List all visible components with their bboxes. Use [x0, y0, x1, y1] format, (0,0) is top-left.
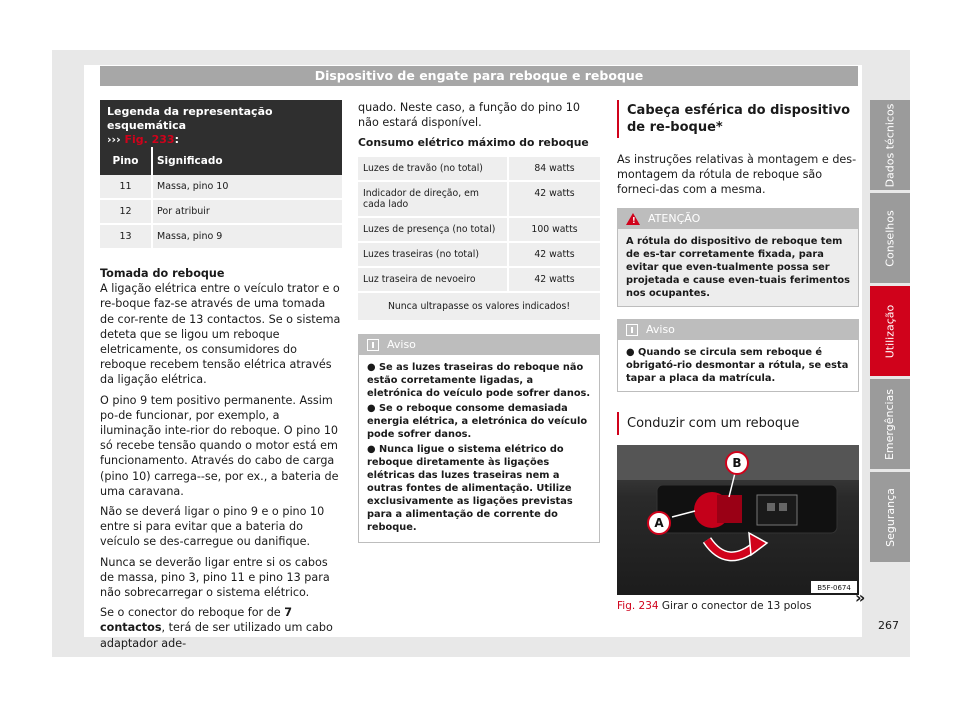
pin-cell: 13 — [100, 224, 152, 249]
figure-connector — [617, 445, 859, 595]
next-page-arrow[interactable]: » — [855, 588, 866, 607]
value-cell: 42 watts — [508, 181, 600, 217]
legend-ref-line — [107, 133, 335, 147]
column-left — [100, 100, 342, 656]
bullet-text: Se as luzes traseiras do reboque não estão corretamente ligadas, a eletrónica do veículo pode sofrer danos. — [367, 361, 591, 399]
pin-cell: 11 — [100, 175, 152, 199]
item-cell: Luzes traseiras (no total) — [358, 242, 508, 267]
notice-box — [358, 334, 600, 543]
warning-body: A rótula do dispositivo de reboque tem de es-tar corretamente fixada, para evitar que even-tualmente possa ser projetada e cause even-tuais ferimentos nos ocupantes. — [618, 229, 858, 306]
tab-seguranca[interactable] — [870, 472, 910, 562]
socket-frame — [757, 495, 797, 525]
legend-ref-colon: : — [174, 133, 179, 146]
item-cell: Indicador de direção, em cada lado — [358, 181, 508, 217]
bullet-icon: ● — [367, 443, 376, 455]
item-cell: Luzes de travão (no total) — [358, 157, 508, 181]
table-row — [100, 175, 342, 199]
column-middle — [358, 100, 600, 543]
column-right — [617, 100, 859, 612]
legend-col-meaning: Significado — [152, 147, 342, 175]
socket-pin — [779, 503, 787, 511]
bullet-text: Quando se circula sem reboque é obrigató-rio desmontar a rótula, se esta tapar a placa da matrícula. — [626, 346, 849, 384]
table-row — [358, 217, 600, 242]
value-cell: 100 watts — [508, 217, 600, 242]
item-cell: Luz traseira de nevoeiro — [358, 267, 508, 292]
table-row — [100, 199, 342, 224]
info-icon — [367, 339, 379, 351]
notice-header — [618, 320, 858, 340]
legend-col-pin: Pino — [100, 147, 152, 175]
bullet-text: Nunca ligue o sistema elétrico do reboque diretamente às ligações elétricas das luzes traseiras nem a outras fontes de alimentação. Utilize exclusivamente as ligações previstas para a alimentação de corrente do reboque. — [367, 443, 573, 533]
figure-number: Fig. 234 — [617, 599, 659, 612]
paragraph — [100, 605, 342, 651]
figure-code: B5F-0674 — [817, 583, 851, 592]
notice-title: Aviso — [387, 338, 416, 352]
bullet-item — [367, 361, 591, 400]
figure-caption-text: Girar o conector de 13 polos — [661, 599, 812, 612]
right-body — [617, 152, 859, 198]
tab-label: Segurança — [883, 487, 897, 547]
table-row — [358, 157, 600, 181]
legend-header-row — [100, 147, 342, 175]
value-cell: 42 watts — [508, 242, 600, 267]
value-cell: 42 watts — [508, 267, 600, 292]
warning-icon: ! — [626, 213, 640, 225]
bullet-icon: ● — [626, 346, 635, 358]
paragraph: Não se deverá ligar o pino 9 e o pino 10 entre si para evitar que a bateria do veículo se des-carregue ou danifique. — [100, 505, 325, 549]
figure-caption — [617, 600, 859, 612]
consumption-table — [358, 157, 600, 322]
notice-title: Aviso — [646, 323, 675, 337]
page-header: Dispositivo de engate para reboque e reboque — [100, 66, 858, 86]
legend-ref-arrows: ››› — [107, 133, 121, 146]
table-row — [358, 242, 600, 267]
tab-label: Utilização — [883, 304, 897, 358]
side-tabs — [870, 100, 910, 565]
section-title-driving: Conduzir com um reboque — [617, 412, 859, 435]
callout-a-label: A — [654, 515, 664, 530]
paragraph: O pino 9 tem positivo permanente. Assim po-de funcionar, por exemplo, a iluminação inte-rior do reboque. O pino 10 só recebe tensão quando o motor está em funcionamento. Através do cabo de carga (pino 10) carrega--se, por ex., a bateria de uma caravana. — [100, 393, 339, 498]
meaning-cell: Massa, pino 9 — [152, 224, 342, 249]
value-cell: 84 watts — [508, 157, 600, 181]
middle-body — [358, 100, 600, 151]
legend-box — [100, 100, 342, 147]
tab-dados-tecnicos[interactable] — [870, 100, 910, 190]
notice-body — [359, 355, 599, 542]
bullet-text: Se o reboque consome demasiada energia elétrica, a eletrónica do veículo pode sofrer danos. — [367, 402, 588, 440]
bullet-icon: ● — [367, 361, 376, 373]
connector-body — [717, 495, 742, 523]
notice-box — [617, 319, 859, 392]
tab-emergencias[interactable] — [870, 379, 910, 469]
text-run: , terá de ser utilizado um cabo adaptador ade- — [100, 621, 333, 650]
subhead-consumption: Consumo elétrico máximo do reboque — [358, 136, 589, 150]
meaning-cell: Por atribuir — [152, 199, 342, 224]
table-row — [358, 267, 600, 292]
left-body — [100, 266, 342, 651]
warning-header — [618, 209, 858, 229]
legend-title: Legenda da representação esquemática — [107, 105, 273, 132]
bullet-item — [367, 443, 591, 534]
table-row — [100, 224, 342, 249]
legend-table — [100, 147, 342, 250]
paragraph: quado. Neste caso, a função do pino 10 não estará disponível. — [358, 101, 580, 130]
paragraph: As instruções relativas à montagem e des-montagem da rótula de reboque são forneci-das com a mesma. — [617, 153, 857, 197]
callout-b-label: B — [732, 455, 742, 470]
rotate-arrow-head — [749, 533, 767, 555]
paragraph: Nunca se deverão ligar entre si os cabos de massa, pino 3, pino 11 e pino 13 para não sobrecarregar o sistema elétrico. — [100, 555, 330, 600]
warning-title: ATENÇÃO — [648, 212, 701, 226]
bullet-icon: ● — [367, 402, 376, 414]
meaning-cell: Massa, pino 10 — [152, 175, 342, 199]
table-row — [358, 292, 600, 321]
text-run: Se o conector do reboque for de — [100, 606, 285, 620]
recess — [657, 485, 837, 533]
tab-label: Conselhos — [883, 209, 897, 267]
socket-pin — [767, 503, 775, 511]
table-row — [358, 181, 600, 217]
tab-label: Emergências — [883, 388, 897, 460]
tab-conselhos[interactable] — [870, 193, 910, 283]
footnote-cell: Nunca ultrapasse os valores indicados! — [358, 292, 600, 321]
subhead-trailer-socket: Tomada do reboque — [100, 267, 225, 280]
bullet-item — [367, 402, 591, 441]
tab-label: Dados técnicos — [883, 103, 897, 187]
pin-cell: 12 — [100, 199, 152, 224]
figure-illustration — [617, 445, 859, 595]
paragraph: A ligação elétrica entre o veículo trator e o re-boque faz-se através de uma tomada de cor-rente de 13 contactos. Se o sistema deteta que se ligou um reboque eletricamente, os consumidores do reboque recebem tensão elétrica através da ligação elétrica. — [100, 282, 341, 387]
notice-body — [618, 340, 858, 391]
item-cell: Luzes de presença (no total) — [358, 217, 508, 242]
section-title-ball-head: Cabeça esférica do dispositivo de re-boque* — [617, 100, 859, 138]
notice-header — [359, 335, 599, 355]
info-icon — [626, 324, 638, 336]
page-number: 267 — [878, 619, 899, 632]
legend-fig-link[interactable]: Fig. 233 — [124, 133, 175, 146]
tab-utilizacao[interactable] — [870, 286, 910, 376]
warning-box — [617, 208, 859, 307]
text-bold: 7 contactos — [100, 606, 293, 635]
